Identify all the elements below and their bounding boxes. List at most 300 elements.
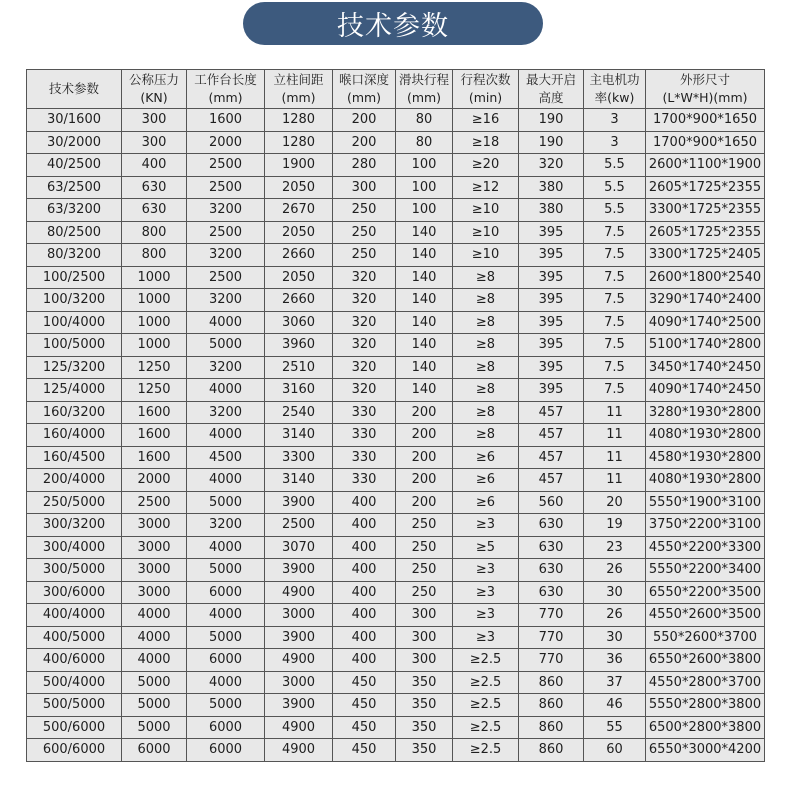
table-cell: 457 [519, 424, 584, 447]
table-cell: 4000 [187, 311, 265, 334]
table-cell: 450 [333, 694, 396, 717]
table-row [27, 694, 765, 717]
table-cell: ≥12 [453, 176, 519, 199]
table-cell: ≥8 [453, 424, 519, 447]
table-cell: 4000 [187, 536, 265, 559]
table-cell: 770 [519, 626, 584, 649]
table-cell: 5550*2200*3400 [646, 559, 765, 582]
table-cell: 2660 [265, 244, 333, 267]
header-cell: 喉口深度 (mm) [333, 70, 396, 109]
table-cell: 395 [519, 334, 584, 357]
table-cell: 1600 [122, 446, 187, 469]
table-cell: 4550*2600*3500 [646, 604, 765, 627]
model-cell: 300/3200 [27, 514, 122, 537]
table-row [27, 469, 765, 492]
table-row [27, 199, 765, 222]
table-cell: 4900 [265, 716, 333, 739]
table-cell: 300 [122, 131, 187, 154]
table-cell: 5000 [187, 559, 265, 582]
table-cell: 4000 [187, 604, 265, 627]
table-cell: 2050 [265, 266, 333, 289]
table-cell: 100 [396, 154, 453, 177]
table-cell: ≥16 [453, 109, 519, 132]
table-cell: 400 [333, 649, 396, 672]
table-cell: 1900 [265, 154, 333, 177]
table-cell: 3140 [265, 469, 333, 492]
table-row [27, 221, 765, 244]
header-cell: 最大开启 高度 [519, 70, 584, 109]
table-cell: ≥5 [453, 536, 519, 559]
table-cell: 400 [333, 536, 396, 559]
model-cell: 400/4000 [27, 604, 122, 627]
table-cell: 100 [396, 199, 453, 222]
table-cell: ≥2.5 [453, 739, 519, 762]
table-cell: ≥8 [453, 334, 519, 357]
table-row [27, 716, 765, 739]
model-cell: 300/5000 [27, 559, 122, 582]
table-cell: 7.5 [584, 289, 646, 312]
table-cell: 280 [333, 154, 396, 177]
model-cell: 63/3200 [27, 199, 122, 222]
table-cell: 395 [519, 289, 584, 312]
table-cell: ≥6 [453, 469, 519, 492]
header-cell: 滑块行程 (mm) [396, 70, 453, 109]
model-cell: 63/2500 [27, 176, 122, 199]
table-cell: 5.5 [584, 199, 646, 222]
model-cell: 80/3200 [27, 244, 122, 267]
table-cell: 1000 [122, 311, 187, 334]
table-cell: 1250 [122, 379, 187, 402]
table-cell: 3000 [122, 514, 187, 537]
table-cell: 400 [333, 581, 396, 604]
model-cell: 100/5000 [27, 334, 122, 357]
table-cell: ≥8 [453, 311, 519, 334]
table-cell: 400 [333, 604, 396, 627]
table-cell: 36 [584, 649, 646, 672]
table-cell: 250 [396, 581, 453, 604]
model-cell: 125/3200 [27, 356, 122, 379]
header-cell: 主电机功 率(kw) [584, 70, 646, 109]
table-cell: 350 [396, 739, 453, 762]
table-cell: 250 [333, 199, 396, 222]
table-cell: 250 [333, 244, 396, 267]
table-row [27, 581, 765, 604]
table-cell: 4000 [187, 469, 265, 492]
table-cell: 4000 [187, 424, 265, 447]
table-cell: 2670 [265, 199, 333, 222]
table-cell: ≥2.5 [453, 716, 519, 739]
table-cell: 300 [122, 109, 187, 132]
table-cell: ≥8 [453, 401, 519, 424]
table-row [27, 424, 765, 447]
table-cell: 140 [396, 289, 453, 312]
table-body [27, 109, 765, 762]
table-cell: ≥10 [453, 221, 519, 244]
table-cell: 4000 [122, 649, 187, 672]
table-row [27, 491, 765, 514]
table-cell: 860 [519, 671, 584, 694]
table-cell: 4000 [122, 626, 187, 649]
spec-table [26, 69, 765, 762]
table-cell: 6000 [187, 739, 265, 762]
table-cell: 6000 [122, 739, 187, 762]
table-cell: 2600*1800*2540 [646, 266, 765, 289]
table-cell: 4000 [187, 379, 265, 402]
table-cell: 4000 [187, 671, 265, 694]
table-cell: 60 [584, 739, 646, 762]
table-cell: 2510 [265, 356, 333, 379]
table-cell: 80 [396, 109, 453, 132]
table-cell: 320 [333, 311, 396, 334]
table-cell: 5550*2800*3800 [646, 694, 765, 717]
table-cell: 3140 [265, 424, 333, 447]
table-cell: 4000 [122, 604, 187, 627]
table-cell: 2500 [265, 514, 333, 537]
table-cell: 5.5 [584, 154, 646, 177]
table-cell: 7.5 [584, 379, 646, 402]
table-cell: 140 [396, 311, 453, 334]
table-cell: 1600 [122, 424, 187, 447]
table-cell: 395 [519, 379, 584, 402]
table-cell: 7.5 [584, 356, 646, 379]
table-cell: 3300 [265, 446, 333, 469]
header-cell: 工作台长度 (mm) [187, 70, 265, 109]
table-cell: ≥2.5 [453, 649, 519, 672]
table-cell: 1600 [187, 109, 265, 132]
table-row [27, 739, 765, 762]
table-cell: ≥18 [453, 131, 519, 154]
table-cell: ≥2.5 [453, 671, 519, 694]
table-cell: ≥3 [453, 604, 519, 627]
table-cell: 200 [396, 446, 453, 469]
table-cell: 80 [396, 131, 453, 154]
table-cell: 2000 [122, 469, 187, 492]
table-cell: 55 [584, 716, 646, 739]
table-cell: 400 [333, 559, 396, 582]
table-row [27, 626, 765, 649]
table-cell: 140 [396, 266, 453, 289]
table-cell: 630 [122, 176, 187, 199]
table-cell: 630 [122, 199, 187, 222]
table-cell: 1700*900*1650 [646, 131, 765, 154]
table-cell: 300 [333, 176, 396, 199]
table-cell: 3000 [122, 559, 187, 582]
model-cell: 160/3200 [27, 401, 122, 424]
table-cell: 6000 [187, 716, 265, 739]
table-cell: 250 [396, 536, 453, 559]
table-row [27, 356, 765, 379]
table-cell: 395 [519, 356, 584, 379]
table-cell: 3 [584, 131, 646, 154]
table-cell: ≥8 [453, 289, 519, 312]
table-cell: 860 [519, 716, 584, 739]
table-cell: 457 [519, 469, 584, 492]
table-cell: 6000 [187, 649, 265, 672]
table-cell: 5000 [187, 626, 265, 649]
table-cell: 630 [519, 536, 584, 559]
table-cell: 860 [519, 739, 584, 762]
table-cell: 6550*3000*4200 [646, 739, 765, 762]
table-cell: 395 [519, 244, 584, 267]
table-row [27, 176, 765, 199]
table-cell: 3200 [187, 356, 265, 379]
model-cell: 100/2500 [27, 266, 122, 289]
model-cell: 400/5000 [27, 626, 122, 649]
table-cell: 37 [584, 671, 646, 694]
table-cell: 5000 [187, 694, 265, 717]
table-cell: 3290*1740*2400 [646, 289, 765, 312]
table-cell: 300 [396, 649, 453, 672]
table-cell: 11 [584, 401, 646, 424]
table-cell: 4500 [187, 446, 265, 469]
table-cell: 350 [396, 671, 453, 694]
header-cell: 外形尺寸 (L*W*H)(mm) [646, 70, 765, 109]
model-cell: 125/4000 [27, 379, 122, 402]
table-cell: 4080*1930*2800 [646, 424, 765, 447]
table-cell: 3900 [265, 694, 333, 717]
table-cell: 3960 [265, 334, 333, 357]
table-cell: 330 [333, 401, 396, 424]
table-cell: 350 [396, 694, 453, 717]
table-row [27, 649, 765, 672]
table-cell: 450 [333, 716, 396, 739]
table-cell: 1000 [122, 334, 187, 357]
table-cell: ≥3 [453, 559, 519, 582]
table-cell: 4550*2800*3700 [646, 671, 765, 694]
model-cell: 500/4000 [27, 671, 122, 694]
table-cell: 450 [333, 739, 396, 762]
table-cell: 250 [333, 221, 396, 244]
table-cell: 250 [396, 514, 453, 537]
table-cell: 320 [333, 379, 396, 402]
table-cell: 400 [333, 491, 396, 514]
header-cell: 技术参数 [27, 70, 122, 109]
table-cell: ≥3 [453, 626, 519, 649]
model-cell: 30/2000 [27, 131, 122, 154]
table-cell: 300 [396, 626, 453, 649]
table-cell: 19 [584, 514, 646, 537]
table-row [27, 131, 765, 154]
table-cell: 190 [519, 109, 584, 132]
model-cell: 160/4000 [27, 424, 122, 447]
table-cell: 30 [584, 626, 646, 649]
table-cell: 4080*1930*2800 [646, 469, 765, 492]
table-row [27, 334, 765, 357]
table-cell: 6500*2800*3800 [646, 716, 765, 739]
table-cell: ≥20 [453, 154, 519, 177]
table-cell: ≥10 [453, 244, 519, 267]
table-cell: 5000 [187, 334, 265, 357]
table-cell: 457 [519, 446, 584, 469]
table-row [27, 446, 765, 469]
table-cell: 2605*1725*2355 [646, 176, 765, 199]
table-cell: 2000 [187, 131, 265, 154]
table-row [27, 154, 765, 177]
table-cell: 3300*1725*2405 [646, 244, 765, 267]
model-cell: 160/4500 [27, 446, 122, 469]
table-cell: 5000 [122, 694, 187, 717]
table-cell: ≥8 [453, 356, 519, 379]
table-cell: 6550*2200*3500 [646, 581, 765, 604]
table-cell: 200 [396, 491, 453, 514]
table-cell: 46 [584, 694, 646, 717]
table-row [27, 266, 765, 289]
table-cell: 6550*2600*3800 [646, 649, 765, 672]
table-cell: 350 [396, 716, 453, 739]
table-cell: 5550*1900*3100 [646, 491, 765, 514]
table-cell: 5000 [122, 671, 187, 694]
model-cell: 100/3200 [27, 289, 122, 312]
table-cell: 200 [333, 131, 396, 154]
table-cell: 140 [396, 221, 453, 244]
table-cell: 3000 [122, 536, 187, 559]
model-cell: 400/6000 [27, 649, 122, 672]
table-cell: 860 [519, 694, 584, 717]
table-cell: 140 [396, 334, 453, 357]
table-cell: ≥2.5 [453, 694, 519, 717]
table-cell: 2660 [265, 289, 333, 312]
table-cell: 7.5 [584, 334, 646, 357]
table-cell: 395 [519, 221, 584, 244]
table-row [27, 514, 765, 537]
table-cell: 30 [584, 581, 646, 604]
table-cell: 7.5 [584, 221, 646, 244]
table-cell: 11 [584, 446, 646, 469]
table-cell: 4550*2200*3300 [646, 536, 765, 559]
table-cell: 3160 [265, 379, 333, 402]
header-cell: 公称压力 (KN) [122, 70, 187, 109]
table-cell: 3900 [265, 491, 333, 514]
table-cell: 400 [333, 514, 396, 537]
header-cell: 立柱间距 (mm) [265, 70, 333, 109]
table-cell: 560 [519, 491, 584, 514]
table-cell: 200 [396, 401, 453, 424]
table-cell: 140 [396, 244, 453, 267]
table-cell: 1600 [122, 401, 187, 424]
table-cell: 800 [122, 244, 187, 267]
model-cell: 80/2500 [27, 221, 122, 244]
section-title-banner [243, 2, 543, 45]
table-cell: 320 [333, 289, 396, 312]
table-cell: 3000 [265, 604, 333, 627]
table-cell: 23 [584, 536, 646, 559]
table-cell: 250 [396, 559, 453, 582]
table-cell: ≥8 [453, 266, 519, 289]
table-cell: 800 [122, 221, 187, 244]
table-cell: 2500 [187, 154, 265, 177]
table-cell: 4900 [265, 739, 333, 762]
table-cell: 770 [519, 649, 584, 672]
model-cell: 500/6000 [27, 716, 122, 739]
table-cell: 26 [584, 559, 646, 582]
section-title: 技术参数 [337, 11, 449, 42]
table-cell: 3000 [265, 671, 333, 694]
table-cell: 1250 [122, 356, 187, 379]
model-cell: 600/6000 [27, 739, 122, 762]
table-cell: 4580*1930*2800 [646, 446, 765, 469]
table-cell: 630 [519, 514, 584, 537]
table-row [27, 559, 765, 582]
table-cell: 200 [333, 109, 396, 132]
table-cell: 2605*1725*2355 [646, 221, 765, 244]
table-cell: 630 [519, 559, 584, 582]
table-cell: 380 [519, 176, 584, 199]
table-row [27, 109, 765, 132]
table-cell: 5000 [122, 716, 187, 739]
table-cell: 2500 [122, 491, 187, 514]
table-cell: 3450*1740*2450 [646, 356, 765, 379]
table-cell: 2500 [187, 221, 265, 244]
table-cell: 2050 [265, 176, 333, 199]
table-cell: 1000 [122, 266, 187, 289]
table-cell: 7.5 [584, 266, 646, 289]
table-cell: 140 [396, 356, 453, 379]
table-cell: 330 [333, 424, 396, 447]
table-cell: 100 [396, 176, 453, 199]
table-cell: 11 [584, 469, 646, 492]
table-row [27, 401, 765, 424]
table-cell: ≥6 [453, 446, 519, 469]
table-cell: 3900 [265, 559, 333, 582]
table-cell: 3200 [187, 401, 265, 424]
model-cell: 300/4000 [27, 536, 122, 559]
model-cell: 30/1600 [27, 109, 122, 132]
table-cell: ≥3 [453, 514, 519, 537]
model-cell: 200/4000 [27, 469, 122, 492]
table-row [27, 671, 765, 694]
table-cell: 4900 [265, 581, 333, 604]
table-cell: 3060 [265, 311, 333, 334]
table-row [27, 311, 765, 334]
table-cell: ≥10 [453, 199, 519, 222]
model-cell: 100/4000 [27, 311, 122, 334]
table-cell: ≥6 [453, 491, 519, 514]
model-cell: 500/5000 [27, 694, 122, 717]
table-cell: ≥8 [453, 379, 519, 402]
table-cell: 380 [519, 199, 584, 222]
table-row [27, 289, 765, 312]
table-cell: 2600*1100*1900 [646, 154, 765, 177]
table-row [27, 379, 765, 402]
table-cell: 450 [333, 671, 396, 694]
model-cell: 300/6000 [27, 581, 122, 604]
table-cell: 3200 [187, 289, 265, 312]
table-cell: 3000 [122, 581, 187, 604]
table-cell: 5000 [187, 491, 265, 514]
table-cell: 4090*1740*2500 [646, 311, 765, 334]
table-cell: 11 [584, 424, 646, 447]
table-cell: 3750*2200*3100 [646, 514, 765, 537]
table-cell: 3900 [265, 626, 333, 649]
table-cell: 26 [584, 604, 646, 627]
table-cell: 200 [396, 469, 453, 492]
table-cell: 330 [333, 446, 396, 469]
table-cell: 1700*900*1650 [646, 109, 765, 132]
table-cell: 630 [519, 581, 584, 604]
table-cell: 190 [519, 131, 584, 154]
table-cell: 320 [333, 334, 396, 357]
table-row [27, 536, 765, 559]
table-cell: 7.5 [584, 311, 646, 334]
table-cell: 400 [333, 626, 396, 649]
table-cell: 5100*1740*2800 [646, 334, 765, 357]
table-row [27, 244, 765, 267]
table-cell: 320 [333, 356, 396, 379]
table-cell: 1000 [122, 289, 187, 312]
table-cell: 140 [396, 379, 453, 402]
table-cell: 20 [584, 491, 646, 514]
table-cell: 395 [519, 266, 584, 289]
